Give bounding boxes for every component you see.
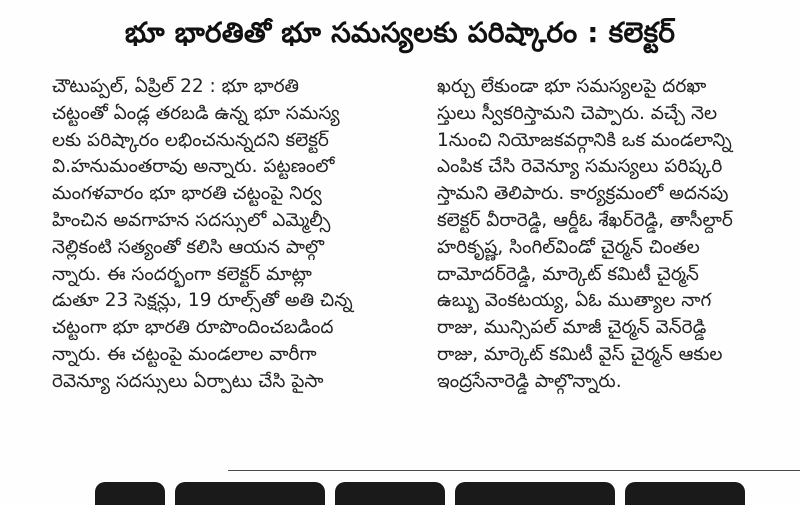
glyph-top-shape bbox=[455, 482, 615, 505]
body-line: ఉబ్బు వెంకటయ్య, ఏఓ ముత్యాల నాగ bbox=[437, 290, 712, 312]
body-line: ఖర్చు లేకుండా భూ సమస్యలపై దరఖా bbox=[437, 76, 707, 97]
glyph-top-shape bbox=[95, 482, 165, 505]
body-line: ఇంద్రసేనారెడ్డి పాల్గొన్నారు. bbox=[437, 370, 622, 392]
body-line: లకు పరిష్కారం లభించనున్నదని కలెక్టర్ bbox=[52, 129, 329, 151]
body-line: రాజు, మున్సిపల్ మాజీ చైర్మన్ వెన్‌రెడ్డి bbox=[437, 317, 707, 339]
body-line: హించిన అవగాహన సదస్సులో ఎమ్మెల్సీ bbox=[52, 209, 331, 231]
body-line: కలెక్టర్ వీరారెడ్డి, ఆర్డీఓ శేఖర్‌రెడ్డి, తాసీల్దార్ bbox=[437, 209, 733, 231]
body-line: రాజు, మార్కెట్ కమిటీ వైస్ చైర్మన్ ఆకుల bbox=[437, 343, 723, 365]
body-line: స్తామని తెలిపారు. కార్యక్రమంలో అదనపు bbox=[437, 183, 729, 205]
glyph-top-shape bbox=[625, 482, 745, 505]
body-line: హరికృష్ణ, సింగిల్‌విండో చైర్మన్ చింతల bbox=[437, 236, 700, 258]
article-body-left-column bbox=[52, 74, 412, 396]
glyph-top-shape bbox=[175, 482, 325, 505]
section-divider bbox=[228, 470, 800, 471]
body-line: రెవెన్యూ సదస్సులు ఏర్పాటు చేసి పైసా bbox=[52, 370, 324, 392]
glyph-top-shape bbox=[335, 482, 445, 505]
body-line: న్నారు. ఈ చట్టంపై మండలాల వారీగా bbox=[52, 343, 317, 365]
body-line: నెల్లికంటి సత్యంతో కలిసి ఆయన పాల్గొ bbox=[52, 236, 325, 258]
body-line: న్నారు. ఈ సందర్భంగా కలెక్టర్ మాట్లా bbox=[52, 263, 312, 285]
body-line: స్తులు స్వీకరిస్తామని చెప్పారు. వచ్చే నెల bbox=[437, 102, 718, 124]
article-body-right-column bbox=[437, 74, 782, 396]
body-line: ఎంపిక చేసి రెవెన్యూ సమస్యలు పరిష్కరి bbox=[437, 156, 723, 178]
article-headline: భూ భారతితో భూ సమస్యలకు పరిష్కారం : కలెక్టర్ bbox=[124, 16, 676, 49]
body-line: మంగళవారం భూ భారతి చట్టంపై నిర్వ bbox=[52, 183, 322, 205]
body-line: దామోదర్‌రెడ్డి, మార్కెట్ కమిటీ చైర్మన్ bbox=[437, 263, 699, 285]
cropped-headline-glyph-tops bbox=[95, 482, 745, 505]
body-line: వి.హనుమంతరావు అన్నారు. పట్టణంలో bbox=[52, 156, 335, 178]
body-line: చట్టంతో ఏండ్ల తరబడి ఉన్న భూ సమస్య bbox=[52, 102, 340, 124]
body-line: 1నుంచి నియోజకవర్గానికి ఒక మండలాన్ని bbox=[437, 129, 732, 151]
body-line: డుతూ 23 సెక్షన్లు, 19 రూల్స్‌తో అతి చిన్న bbox=[52, 290, 353, 312]
cropped-next-headline bbox=[0, 478, 800, 505]
body-line: చట్టంగా భూ భారతి రూపొందించబడింద bbox=[52, 317, 334, 339]
body-line: చౌటుప్పల్, ఏప్రిల్ 22 : భూ భారతి bbox=[52, 76, 300, 97]
